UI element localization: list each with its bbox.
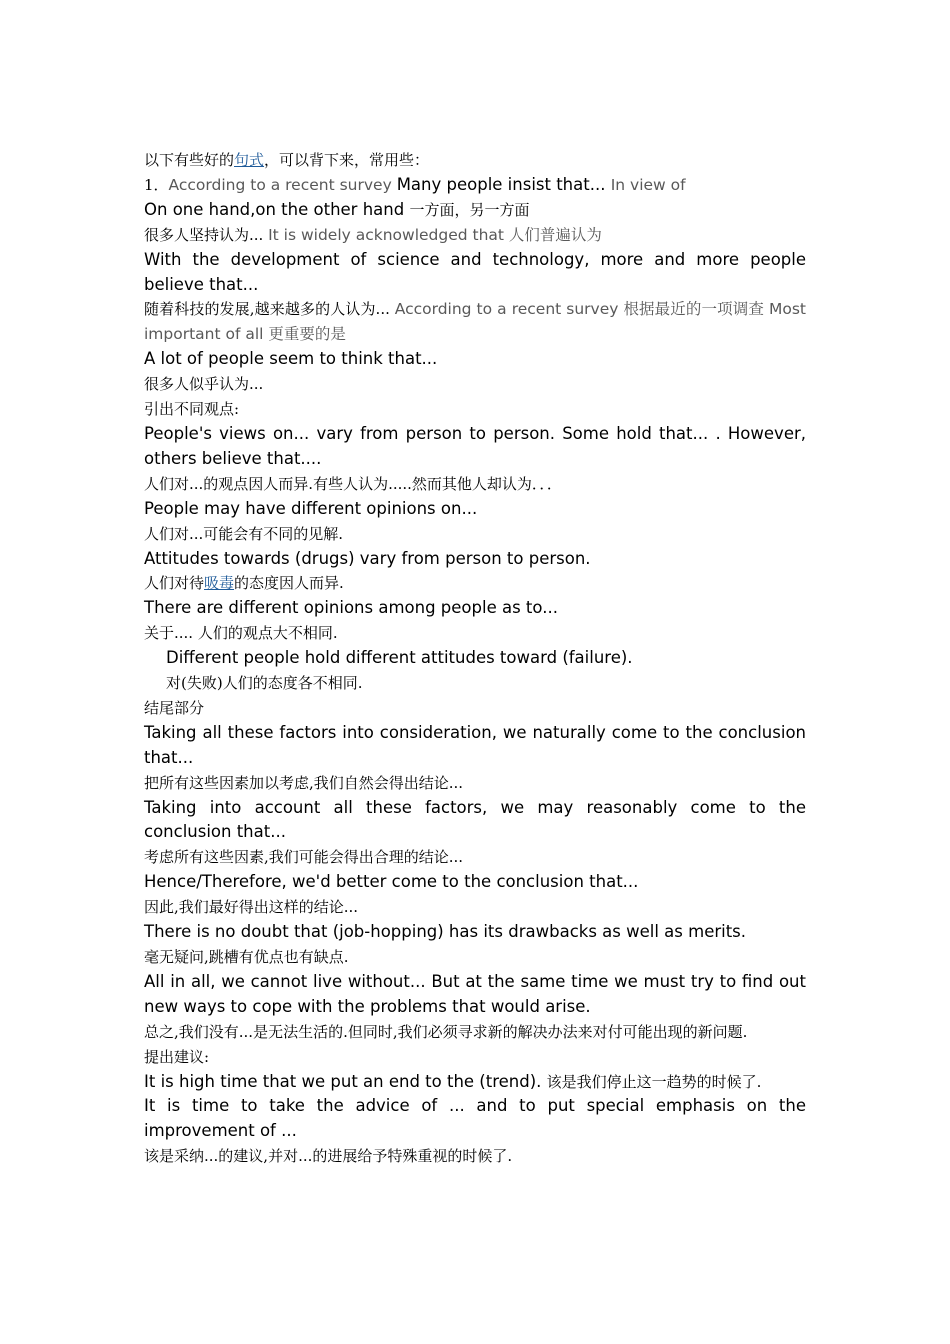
phrase-attitudes-drugs-en: Attitudes towards (drugs) vary from person to person. <box>144 548 591 568</box>
phrase-opinions-among-en: There are different opinions among people as to... <box>144 598 558 618</box>
phrase-development-en: With the development of science and technology, more and more people believe that... <box>144 249 806 294</box>
intro-line <box>144 148 806 173</box>
phrase-account-en: Taking into account all these factors, we may reasonably come to the conclusion that... <box>144 797 806 842</box>
phrase-seem-to-think-zh: 很多人似乎认为... <box>144 375 264 394</box>
phrase-views-vary-en: People's views on... vary from person to person. Some hold that... . However, others believe that.... <box>144 423 806 468</box>
phrase-take-advice-zh: 该是采纳...的建议,并对...的进展给予特殊重视的时候了. <box>144 1147 513 1166</box>
phrase-widely-line <box>144 223 806 248</box>
phrase-account-zh: 考虑所有这些因素,我们可能会得出合理的结论... <box>144 848 464 867</box>
phrase-development-zh-line <box>144 297 806 347</box>
phrase-consideration-en: Taking all these factors into consideration, we naturally come to the conclusion that... <box>144 722 806 767</box>
phrase-widely-acknowledged: It is widely acknowledged that 人们普遍认为 <box>268 225 602 244</box>
phrase-take-advice-en: It is time to take the advice of ... and to put special emphasis on the improvement of ... <box>144 1096 806 1141</box>
section-heading-suggestions: 提出建议: <box>144 1047 210 1066</box>
phrase-views-vary-zh: 人们对...的观点因人而异.有些人认为.....然而其他人却认为．．． <box>144 474 562 493</box>
phrase-attitudes-zh-b: 的态度因人而异. <box>234 574 344 593</box>
phrase-one-hand-line <box>144 198 806 223</box>
phrase-survey-most-important: According to a recent survey 根据最近的一项调查 Most important of all 更重要的是 <box>144 300 807 344</box>
phrase-no-doubt-zh: 毫无疑问,跳槽有优点也有缺点. <box>144 948 349 966</box>
phrase-opinions-among-zh: 关于.... 人们的观点大不相同. <box>144 624 338 643</box>
phrase-development-zh: 随着科技的发展,越来越多的人认为... <box>144 300 395 319</box>
intro-text-b: ，可以背下来，常用些： <box>264 151 430 169</box>
phrase-insist-zh: 很多人坚持认为... <box>144 225 269 244</box>
phrase-one-hand-en: On one hand,on the other hand <box>144 199 410 219</box>
phrase-recent-survey: According to a recent survey <box>168 175 397 194</box>
phrase-seem-to-think-en: A lot of people seem to think that... <box>144 349 438 369</box>
phrase-no-doubt-en: There is no doubt that (job-hopping) has its drawbacks as well as merits. <box>144 922 747 942</box>
drugs-link[interactable]: 吸毒 <box>204 574 235 593</box>
phrase-consideration-zh: 把所有这些因素加以考虑,我们自然会得出结论... <box>144 773 464 792</box>
section-heading-different-views: 引出不同观点: <box>144 400 240 419</box>
phrase-all-in-all-zh: 总之,我们没有...是无法生活的.但同时,我们必须寻求新的解决办法来对付可能出现的新问题. <box>144 1022 748 1041</box>
phrase-high-time-zh: 该是我们停止这一趋势的时候了. <box>546 1072 762 1091</box>
phrase-failure-en: Different people hold different attitudes toward (failure). <box>166 648 633 668</box>
phrase-hence-en: Hence/Therefore, we'd better come to the conclusion that... <box>144 872 639 892</box>
intro-text-a: 以下有些好的 <box>144 151 235 169</box>
phrase-attitudes-zh-a: 人们对待 <box>144 574 205 593</box>
phrase-in-view-of: In view of <box>610 175 686 194</box>
phrase-failure-zh: 对(失败)人们的态度各不相同. <box>166 674 363 693</box>
sentence-patterns-link[interactable]: 句式 <box>234 151 265 169</box>
phrase-high-time-en: It is high time that we put an end to the (trend). <box>144 1071 547 1091</box>
document-page <box>144 148 806 1169</box>
phrase-different-opinions-en: People may have different opinions on... <box>144 498 478 518</box>
phrase-one-hand-zh: 一方面，另一方面 <box>409 200 530 219</box>
phrase-many-people-insist: Many people insist that... <box>396 174 611 194</box>
phrase-hence-zh: 因此,我们最好得出这样的结论... <box>144 898 359 917</box>
section-heading-conclusion: 结尾部分 <box>144 698 205 717</box>
phrase-high-time-line <box>144 1070 806 1095</box>
item-number: 1． <box>144 175 169 194</box>
phrase-different-opinions-zh: 人们对...可能会有不同的见解. <box>144 524 344 543</box>
phrase-attitudes-drugs-zh-line <box>144 571 806 596</box>
item-1-line <box>144 173 806 198</box>
phrase-all-in-all-en: All in all, we cannot live without... But at the same time we must try to find out new ways to cope with the problems that would arise. <box>144 971 806 1016</box>
